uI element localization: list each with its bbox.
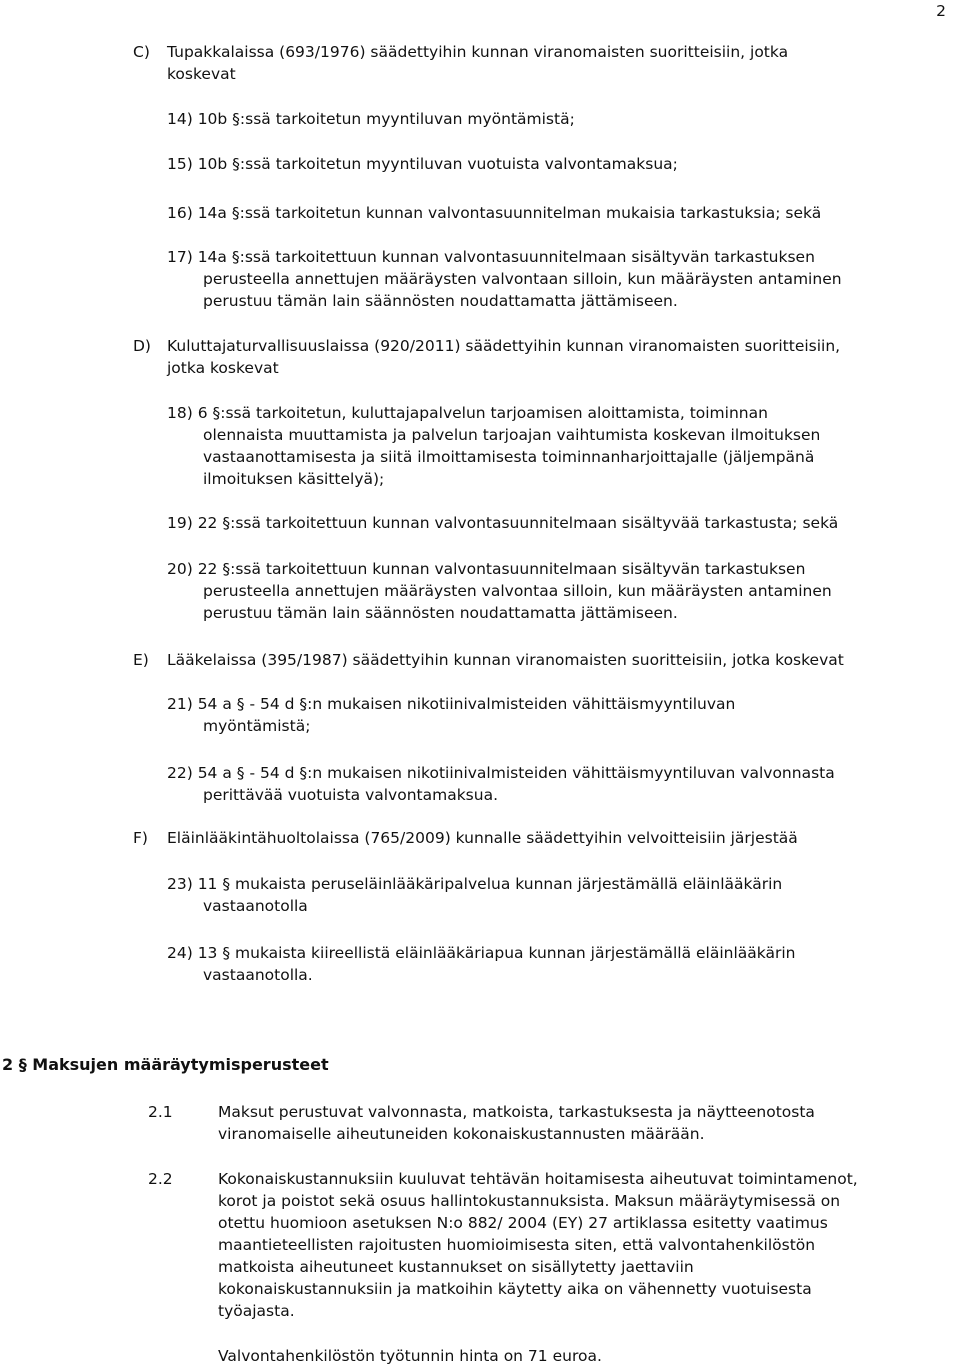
subsection-line: otettu huomioon asetuksen N:o 882/ 2004 (EY) 27 artiklassa esitetty vaatimus (218, 1214, 828, 1232)
subsection-line: kokonaiskustannuksiin ja matkoihin käytetty aika on vähennetty vuotuisesta (218, 1280, 812, 1298)
section-letter: E) (133, 651, 149, 669)
item-line: 17) 14a §:ssä tarkoitettuun kunnan valvontasuunnitelmaan sisältyvän tarkastuksen (167, 248, 815, 266)
item-line: 24) 13 § mukaista kiireellistä eläinlääkäriapua kunnan järjestämällä eläinlääkärin (167, 944, 796, 962)
price-statement: Valvontahenkilöstön työtunnin hinta on 71 euroa. (218, 1347, 602, 1365)
list-item (167, 512, 957, 534)
section-intro (167, 335, 957, 379)
item-line: 14) 10b §:ssä tarkoitetun myyntiluvan myöntämistä; (167, 110, 575, 128)
item-line: 16) 14a §:ssä tarkoitetun kunnan valvontasuunnitelman mukaisia tarkastuksia; sekä (167, 204, 822, 222)
subsection-line: työajasta. (218, 1302, 295, 1320)
item-line: 23) 11 § mukaista peruseläinlääkäripalvelua kunnan järjestämällä eläinlääkärin (167, 875, 783, 893)
intro-line: Lääkelaissa (395/1987) säädettyihin kunnan viranomaisten suoritteisiin, jotka koskevat (167, 651, 844, 669)
item-line: perustuu tämän lain säännösten noudattamatta jättämiseen. (203, 604, 678, 622)
list-item (167, 558, 957, 624)
page-number: 2 (936, 2, 946, 20)
list-item (167, 873, 957, 917)
list-item (167, 246, 957, 312)
subsection-text (218, 1168, 960, 1322)
list-item (167, 693, 957, 737)
list-item (167, 153, 957, 175)
list-item (167, 108, 957, 130)
item-line: perittävää vuotuista valvontamaksua. (203, 786, 498, 804)
item-line: olennaista muuttamista ja palvelun tarjoajan vaihtumista koskevan ilmoituksen (203, 426, 821, 444)
subsection-line: Kokonaiskustannuksiin kuuluvat tehtävän hoitamisesta aiheutuvat toimintamenot, (218, 1170, 858, 1188)
intro-line: Eläinlääkintähuoltolaissa (765/2009) kunnalle säädettyihin velvoitteisiin järjestää (167, 829, 798, 847)
subsection-number: 2.2 (148, 1170, 173, 1188)
list-item (167, 942, 957, 986)
section-letter: F) (133, 829, 148, 847)
item-line: 19) 22 §:ssä tarkoitettuun kunnan valvontasuunnitelmaan sisältyvää tarkastusta; sekä (167, 514, 839, 532)
intro-line: koskevat (167, 65, 236, 83)
item-line: 22) 54 a § - 54 d §:n mukaisen nikotiinivalmisteiden vähittäismyyntiluvan valvonnasta (167, 764, 835, 782)
subsection-line: Maksut perustuvat valvonnasta, matkoista, tarkastuksesta ja näytteenotosta (218, 1103, 815, 1121)
section-heading: 2 § Maksujen määräytymisperusteet (2, 1055, 329, 1074)
item-line: vastaanotolla. (203, 966, 313, 984)
list-item (167, 202, 957, 224)
subsection-line: viranomaiselle aiheutuneiden kokonaiskustannusten määrään. (218, 1125, 705, 1143)
item-line: ilmoituksen käsittelyä); (203, 470, 385, 488)
item-line: perusteella annettujen määräysten valvontaan silloin, kun määräysten antaminen (203, 270, 842, 288)
item-line: perustuu tämän lain säännösten noudattamatta jättämiseen. (203, 292, 678, 310)
item-line: vastaanotolla (203, 897, 308, 915)
section-intro (167, 649, 957, 671)
item-line: vastaanottamisesta ja siitä ilmoittamisesta toiminnanharjoittajalle (jäljempänä (203, 448, 815, 466)
section-letter: C) (133, 43, 150, 61)
item-line: 18) 6 §:ssä tarkoitetun, kuluttajapalvelun tarjoamisen aloittamista, toiminnan (167, 404, 768, 422)
subsection-number: 2.1 (148, 1103, 173, 1121)
subsection-line: korot ja poistot sekä osuus hallintokustannuksista. Maksun määräytymisessä on (218, 1192, 841, 1210)
subsection-text (218, 1101, 960, 1145)
list-item (167, 762, 957, 806)
list-item (167, 402, 957, 490)
section-letter: D) (133, 337, 151, 355)
section-intro (167, 41, 957, 85)
subsection-line: matkoista aiheutuneet kustannukset on sisällytetty jaettaviin (218, 1258, 694, 1276)
item-line: perusteella annettujen määräysten valvontaa silloin, kun määräysten antaminen (203, 582, 832, 600)
section-intro (167, 827, 957, 849)
intro-line: Tupakkalaissa (693/1976) säädettyihin kunnan viranomaisten suoritteisiin, jotka (167, 43, 789, 61)
item-line: 20) 22 §:ssä tarkoitettuun kunnan valvontasuunnitelmaan sisältyvän tarkastuksen (167, 560, 806, 578)
intro-line: jotka koskevat (167, 359, 279, 377)
intro-line: Kuluttajaturvallisuuslaissa (920/2011) säädettyihin kunnan viranomaisten suoritteisiin, (167, 337, 841, 355)
item-line: myöntämistä; (203, 717, 311, 735)
subsection-line: maantieteellisten rajoitusten huomioimisesta siten, että valvontahenkilöstön (218, 1236, 816, 1254)
item-line: 15) 10b §:ssä tarkoitetun myyntiluvan vuotuista valvontamaksua; (167, 155, 678, 173)
item-line: 21) 54 a § - 54 d §:n mukaisen nikotiinivalmisteiden vähittäismyyntiluvan (167, 695, 736, 713)
